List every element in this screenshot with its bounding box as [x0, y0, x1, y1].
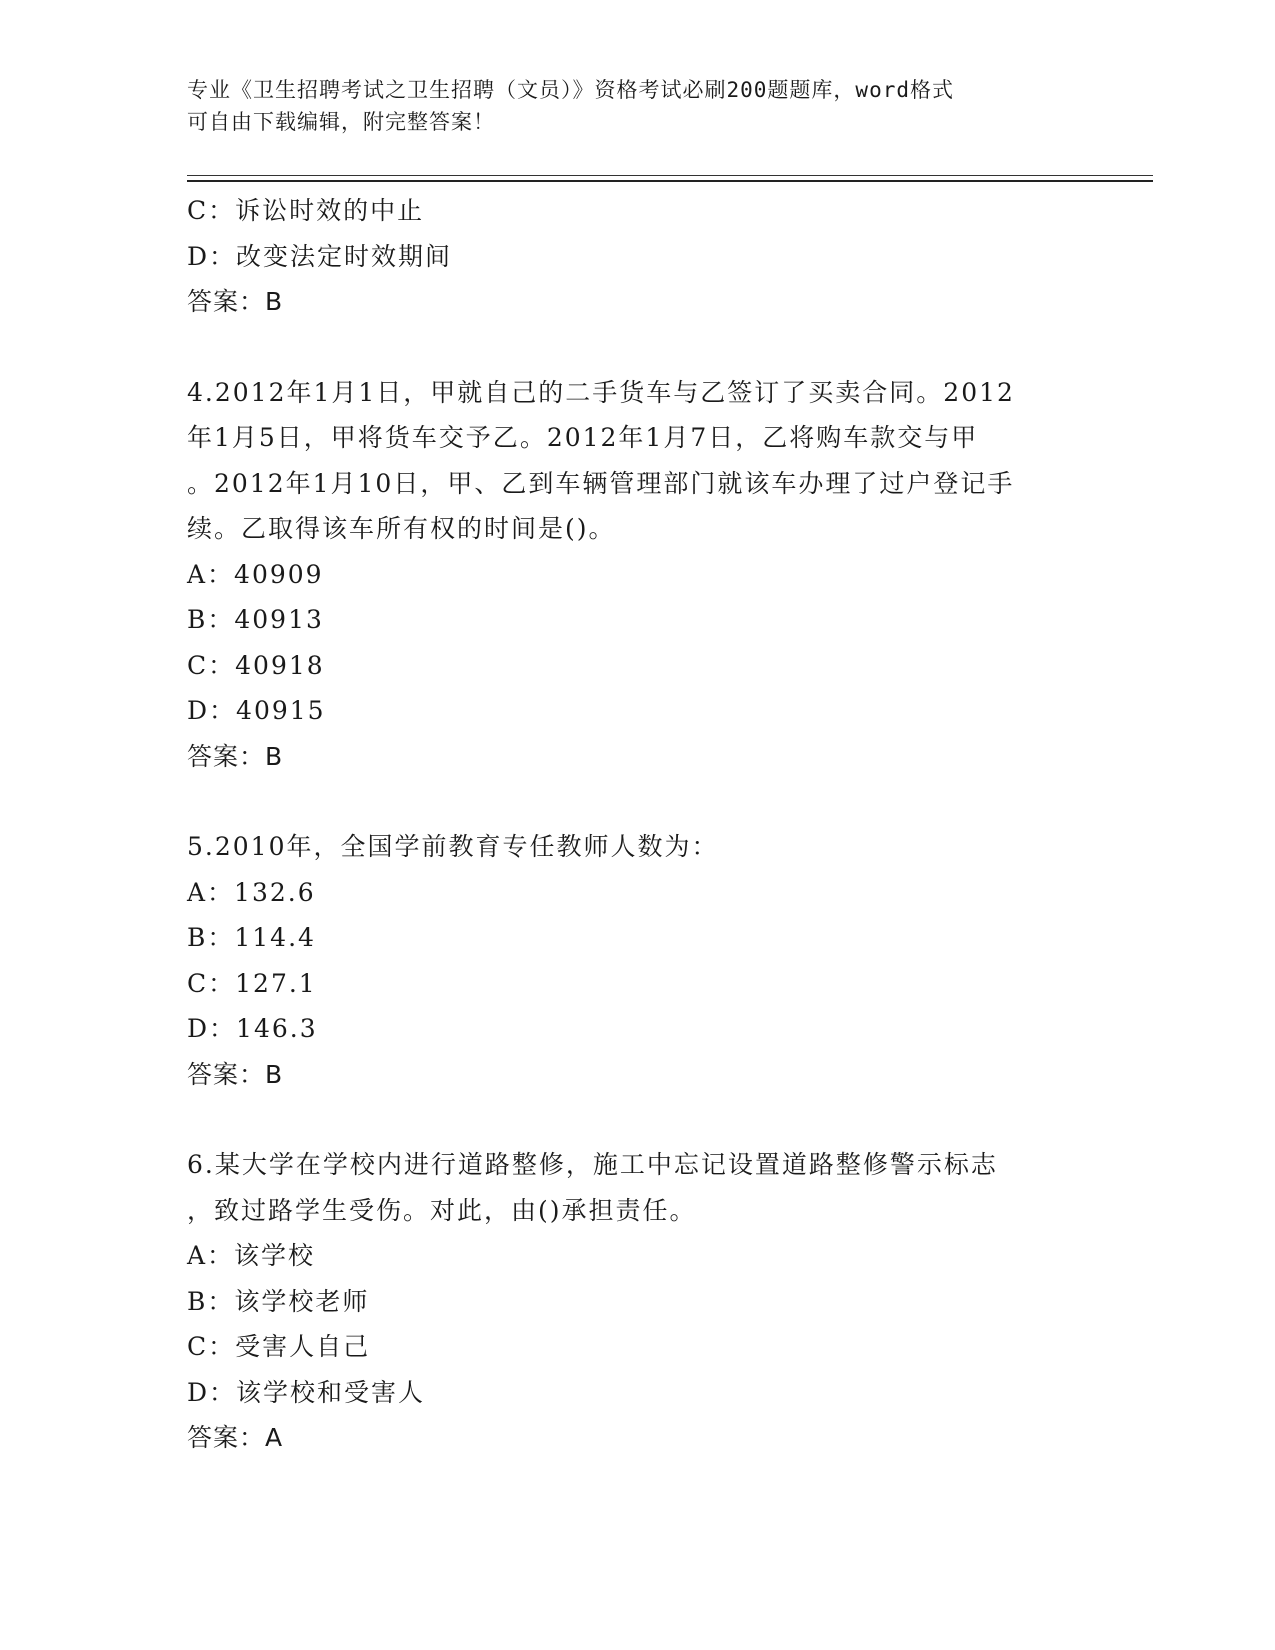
option-c: C：诉讼时效的中止	[187, 196, 425, 225]
header-title-line-1: 专业《卫生招聘考试之卫生招聘（文员）》资格考试必刷200题题库，word格式	[187, 78, 954, 102]
option-c: C：受害人自己	[187, 1332, 371, 1361]
option-a: A：132.6	[187, 877, 316, 907]
option-b: B：40913	[187, 605, 324, 634]
header-title-line-2: 可自由下载编辑，附完整答案！	[187, 110, 495, 134]
answer: 答案：B	[187, 741, 284, 771]
option-c: C：40918	[187, 650, 325, 680]
option-d: D：40915	[187, 696, 326, 725]
option-b: B：114.4	[187, 923, 316, 952]
question-stem: 。2012年1月10日，甲、乙到车辆管理部门就该车办理了过户登记手	[187, 468, 1015, 498]
option-a: A：40909	[187, 559, 324, 589]
option-a: A：该学校	[187, 1241, 316, 1270]
document-header	[187, 74, 1087, 138]
question-4	[187, 370, 1107, 780]
question-stem: ，致过路学生受伤。对此，由()承担责任。	[187, 1195, 697, 1225]
option-d: D：146.3	[187, 1014, 318, 1043]
answer: 答案：B	[187, 1059, 284, 1089]
question-stem: 续。乙取得该车所有权的时间是()。	[187, 514, 616, 543]
option-c: C：127.1	[187, 968, 317, 998]
question-5	[187, 824, 1107, 1097]
answer: 答案：B	[187, 287, 284, 316]
question-stem: 年1月5日，甲将货车交予乙。2012年1月7日，乙将购车款交与甲	[187, 423, 979, 452]
header-divider-thin	[187, 175, 1153, 176]
question-stem: 5.2010年，全国学前教育专任教师人数为：	[187, 832, 719, 861]
header-divider-thick	[187, 180, 1153, 182]
question-list	[187, 188, 1107, 1461]
question-stem: 6.某大学在学校内进行道路整修，施工中忘记设置道路整修警示标志	[187, 1150, 998, 1179]
question-stem: 4.2012年1月1日，甲就自己的二手货车与乙签订了买卖合同。2012	[187, 377, 1015, 407]
option-d: D：该学校和受害人	[187, 1377, 426, 1407]
option-d: D：改变法定时效期间	[187, 241, 453, 271]
question-6	[187, 1142, 1107, 1461]
option-b: B：该学校老师	[187, 1286, 370, 1316]
question-3-fragment	[187, 188, 1107, 325]
answer: 答案：A	[187, 1423, 284, 1452]
